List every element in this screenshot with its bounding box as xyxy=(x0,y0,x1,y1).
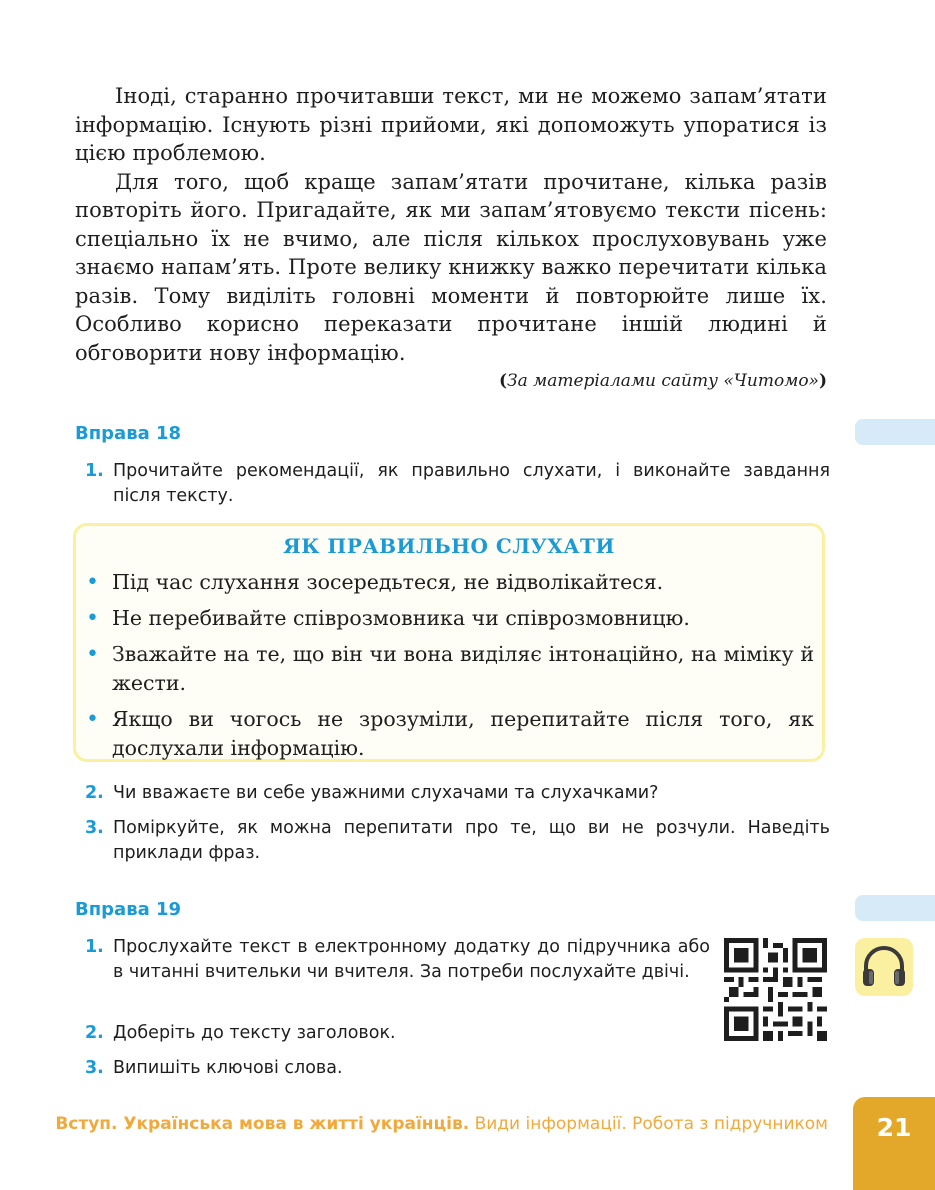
qr-code-icon[interactable] xyxy=(724,938,827,1041)
exercise-18-task-3 xyxy=(85,816,830,866)
side-tab-19 xyxy=(855,895,935,921)
box-title: ЯК ПРАВИЛЬНО СЛУХАТИ xyxy=(283,534,615,558)
listening-tips-box xyxy=(73,523,825,762)
intro-paragraph-1: Іноді, старанно прочитавши текст, ми не можемо запам’ятати інформацію. Існують різні прийоми, які допоможуть упоратися із цією проблемою. xyxy=(75,84,827,165)
task-text: Чи вважаєте ви себе уважними слухачами та слухачками? xyxy=(113,783,659,803)
task-number: 3. xyxy=(85,818,104,838)
source-text: За матеріалами сайту «Читомо» xyxy=(506,371,819,391)
task-text: Прочитайте рекомендації, як правильно слухати, і виконайте завдання після тексту. xyxy=(113,461,830,506)
list-item: • Не перебивайте співрозмовника чи співрозмовницю. xyxy=(86,606,690,631)
exercise-18-task-1 xyxy=(85,459,830,509)
exercise-19-task-2 xyxy=(85,1021,710,1046)
task-text: Випишіть ключові слова. xyxy=(113,1058,343,1078)
bullet-icon: • xyxy=(86,570,99,595)
side-tab-18 xyxy=(855,419,935,445)
list-item: • Під час слухання зосередьтеся, не відволікайтеся. xyxy=(86,570,664,595)
footer-section-title: Вступ. Українська мова в житті українців. Види інформації. Робота з підручником xyxy=(55,1114,828,1134)
task-number: 2. xyxy=(85,1023,104,1043)
exercise-18-title: Вправа 18 xyxy=(75,423,182,444)
list-item: • Якщо ви чогось не зрозуміли, перепитайте після того, як дослухали інформацію. xyxy=(86,705,814,763)
list-item: • Зважайте на те, що він чи вона виділяє інтонаційно, на міміку й жести. xyxy=(86,640,814,698)
task-number: 3. xyxy=(85,1058,104,1078)
intro-text xyxy=(75,82,827,367)
bullet-icon: • xyxy=(86,606,99,631)
task-text: Прослухайте текст в електронному додатку до підручника або в читанні вчительки чи вчителя. За потреби послухайте двічі. xyxy=(113,937,710,982)
bullet-icon: • xyxy=(86,707,99,732)
exercise-19-title: Вправа 19 xyxy=(75,899,182,920)
task-text: Доберіть до тексту заголовок. xyxy=(113,1023,396,1043)
task-number: 1. xyxy=(85,937,104,957)
tips-list xyxy=(86,568,814,770)
headphones-icon xyxy=(855,938,913,996)
exercise-19-task-3 xyxy=(85,1056,710,1081)
page-number: 21 xyxy=(853,1097,935,1190)
exercise-19-task-1 xyxy=(85,935,710,985)
exercise-18-task-2 xyxy=(85,781,830,806)
task-number: 1. xyxy=(85,461,104,481)
task-number: 2. xyxy=(85,783,104,803)
bullet-icon: • xyxy=(86,642,99,667)
source-citation: (За матеріалами сайту «Читомо») xyxy=(498,371,827,391)
intro-paragraph-2: Для того, щоб краще запам’ятати прочитане, кілька разів повторіть його. Пригадайте, як ми запам’ятовуємо тексти пісень: спеціально їх не вчимо, але після кількох прослуховувань уже знаємо напам’ять. Проте велику книжку важко перечитати кілька разів. Тому виділіть головні моменти й повторюйте лише їх. Особливо корисно переказати прочитане іншій людині й обговорити нову інформацію. xyxy=(75,169,827,365)
audio-button[interactable] xyxy=(855,938,913,996)
task-text: Поміркуйте, як можна перепитати про те, що ви не розчули. Наведіть приклади фраз. xyxy=(113,818,830,863)
